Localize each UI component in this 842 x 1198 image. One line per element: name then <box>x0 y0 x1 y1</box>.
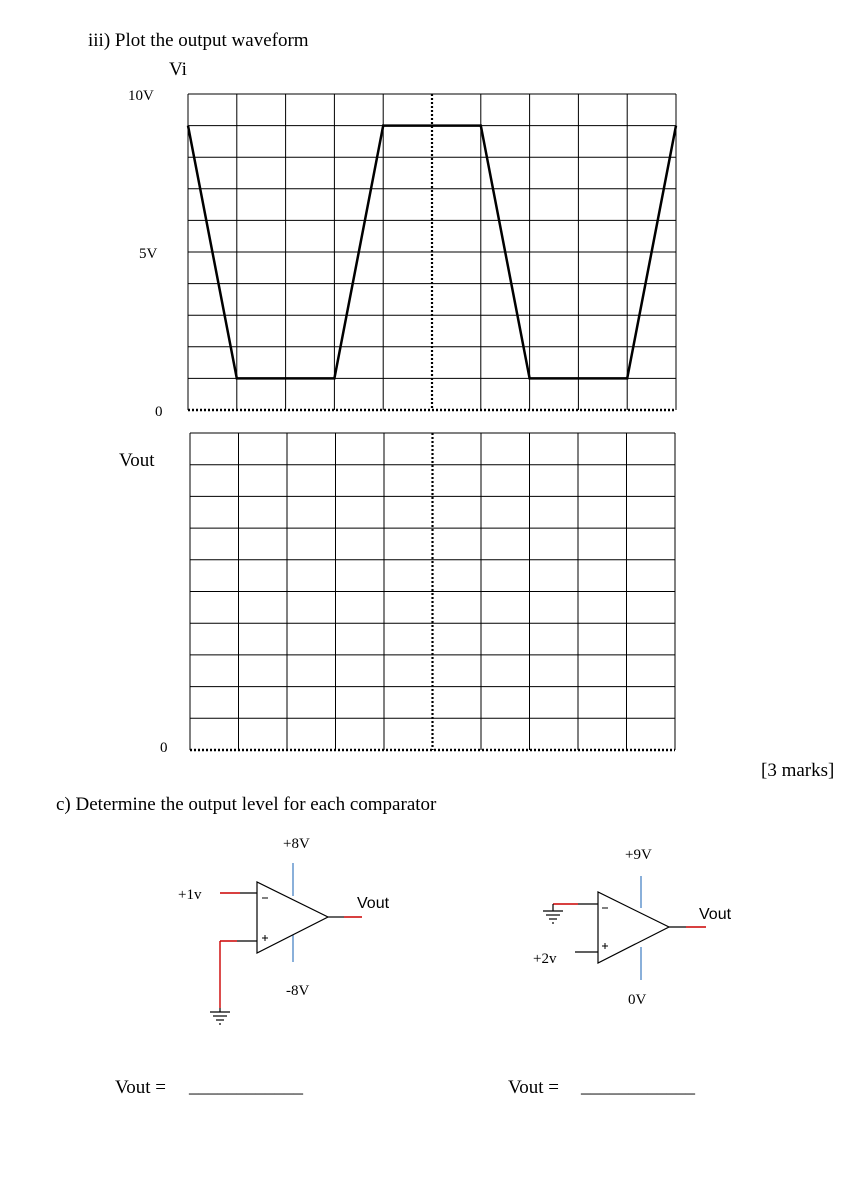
answer-1-blank[interactable]: ____________ <box>189 1076 303 1097</box>
part-iii-heading: iii) Plot the output waveform <box>88 30 309 51</box>
input-grid <box>188 94 676 410</box>
output-grid[interactable] <box>190 433 675 750</box>
comparator-2 <box>543 876 706 980</box>
comp2-output-label: Vout <box>699 906 732 923</box>
comparator-1 <box>210 863 362 1024</box>
part-c-heading: c) Determine the output level for each comparator <box>56 794 437 815</box>
comp1-supply-neg: -8V <box>286 983 310 999</box>
answer-2-label: Vout = <box>508 1077 560 1098</box>
comp2-input-noninverting: +2v <box>533 951 557 967</box>
ground-icon <box>543 911 563 923</box>
comp2-opamp-triangle <box>598 892 669 963</box>
comp2-supply-pos: +9V <box>625 847 652 863</box>
tick-0-output: 0 <box>160 740 168 756</box>
tick-10v: 10V <box>128 88 154 104</box>
answer-1-label: Vout = <box>115 1077 167 1098</box>
tick-5v: 5V <box>139 246 158 262</box>
marks-label: [3 marks] <box>761 760 835 781</box>
comp1-input-inverting: +1v <box>178 887 202 903</box>
answer-2-blank[interactable]: ____________ <box>581 1076 695 1097</box>
vout-axis-label: Vout <box>119 450 155 471</box>
comp2-supply-neg: 0V <box>628 992 647 1008</box>
tick-0-input: 0 <box>155 404 163 420</box>
ground-icon <box>210 1012 230 1024</box>
vi-axis-label: Vi <box>169 59 187 80</box>
comp1-supply-pos: +8V <box>283 836 310 852</box>
comp1-output-label: Vout <box>357 895 390 912</box>
